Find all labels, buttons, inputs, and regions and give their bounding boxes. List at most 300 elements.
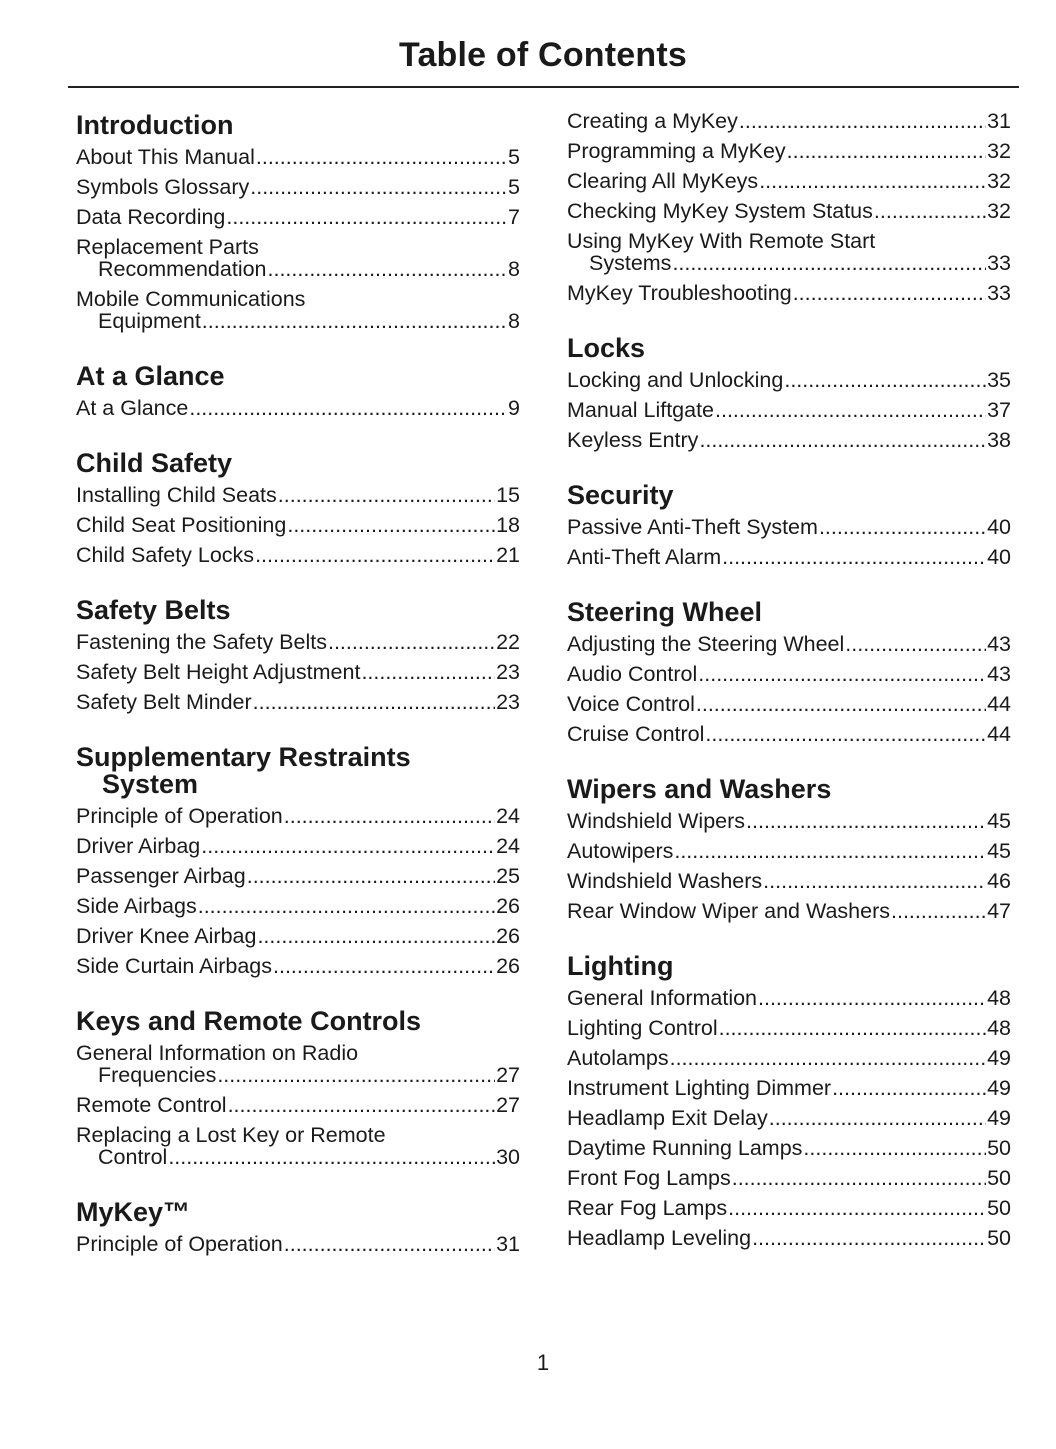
toc-entry[interactable] <box>567 226 1011 278</box>
toc-entry-line <box>76 146 520 168</box>
toc-section <box>76 1195 520 1259</box>
toc-entry-line <box>76 484 520 506</box>
toc-entry-page: 21 <box>496 543 520 567</box>
toc-entry-page: 33 <box>987 251 1011 275</box>
toc-entry[interactable] <box>567 395 1011 425</box>
title-divider <box>68 86 1019 88</box>
dot-leader <box>670 1047 986 1069</box>
toc-entry-title: Rear Window Wiper and Washers <box>567 899 891 923</box>
toc-entry-title: Rear Fog Lamps <box>567 1196 728 1220</box>
section-heading-text: MyKey™ <box>76 1197 191 1227</box>
toc-entry-title: Replacement Parts <box>76 235 259 259</box>
dot-leader <box>257 925 495 947</box>
dot-leader <box>284 805 495 827</box>
toc-entry[interactable] <box>567 1013 1011 1043</box>
toc-entry[interactable] <box>567 896 1011 926</box>
toc-section <box>567 331 1011 455</box>
section-heading-text: At a Glance <box>76 361 225 391</box>
toc-entry-line <box>567 282 1011 304</box>
dot-leader <box>202 310 507 332</box>
toc-entry-page: 7 <box>508 205 520 229</box>
toc-entry[interactable] <box>76 891 520 921</box>
section-heading <box>76 593 520 627</box>
toc-entry-page: 8 <box>508 257 520 281</box>
toc-section <box>567 595 1011 749</box>
toc-entry-title: Installing Child Seats <box>76 483 277 507</box>
dot-leader <box>803 1137 986 1159</box>
toc-entry[interactable] <box>567 1103 1011 1133</box>
toc-entry[interactable] <box>567 166 1011 196</box>
toc-entry-line <box>567 870 1011 892</box>
toc-entry-title: Autolamps <box>567 1046 669 1070</box>
dot-leader <box>715 399 986 421</box>
dot-leader <box>763 870 986 892</box>
toc-entry-title: Cruise Control <box>567 722 705 746</box>
toc-entry-line <box>76 1233 520 1255</box>
toc-entry-page: 47 <box>987 899 1011 923</box>
dot-leader <box>832 1077 986 1099</box>
dot-leader <box>253 691 495 713</box>
toc-entry[interactable] <box>76 480 520 510</box>
toc-entry-page: 31 <box>987 109 1011 133</box>
dot-leader <box>672 252 986 274</box>
dot-leader <box>189 397 507 419</box>
dot-leader <box>247 865 495 887</box>
toc-entry-title: Headlamp Exit Delay <box>567 1106 768 1130</box>
toc-entry-line <box>567 170 1011 192</box>
toc-entry-line <box>567 1197 1011 1219</box>
toc-entry-page: 43 <box>987 662 1011 686</box>
toc-entry-page: 18 <box>496 513 520 537</box>
toc-entry-title: Passive Anti-Theft System <box>567 515 818 539</box>
toc-entry-page: 40 <box>987 515 1011 539</box>
toc-entry-line <box>567 252 1011 274</box>
toc-entry-page: 22 <box>496 630 520 654</box>
dot-leader <box>696 693 986 715</box>
page-number: 1 <box>536 1350 550 1375</box>
section-heading-text: Safety Belts <box>76 595 231 625</box>
toc-column-left <box>76 108 520 1259</box>
toc-entry-line <box>567 663 1011 685</box>
toc-entry-title: Daytime Running Lamps <box>567 1136 803 1160</box>
dot-leader <box>228 1094 496 1116</box>
toc-entry-title: Remote Control <box>76 1093 227 1117</box>
dot-leader <box>793 282 986 304</box>
toc-section <box>567 949 1011 1253</box>
toc-entry-page: 50 <box>987 1136 1011 1160</box>
dot-leader <box>699 429 986 451</box>
toc-entry-line <box>567 900 1011 922</box>
toc-entry-title: Using MyKey With Remote Start <box>567 229 876 253</box>
toc-section <box>567 106 1011 308</box>
toc-entry-line <box>567 723 1011 745</box>
section-heading-text: Security <box>567 480 674 510</box>
toc-entry-page: 24 <box>496 804 520 828</box>
toc-section <box>76 108 520 336</box>
toc-entry[interactable] <box>76 172 520 202</box>
toc-entry-line <box>567 840 1011 862</box>
toc-entry-title: Child Safety Locks <box>76 543 255 567</box>
toc-section <box>567 772 1011 926</box>
toc-entry-title: Programming a MyKey <box>567 139 786 163</box>
toc-entry-title: Data Recording <box>76 205 226 229</box>
toc-entry[interactable] <box>567 196 1011 226</box>
toc-section <box>76 1004 520 1172</box>
toc-entry-line <box>76 236 520 258</box>
toc-entry[interactable] <box>76 831 520 861</box>
toc-entry[interactable] <box>76 921 520 951</box>
toc-entry-page: 23 <box>496 690 520 714</box>
toc-entry-title: Side Curtain Airbags <box>76 954 272 978</box>
toc-entry-page: 44 <box>987 722 1011 746</box>
toc-entry-page: 32 <box>987 169 1011 193</box>
dot-leader <box>255 544 495 566</box>
toc-entry[interactable] <box>76 657 520 687</box>
toc-entry-page: 49 <box>987 1076 1011 1100</box>
section-heading-text: Introduction <box>76 110 234 140</box>
page-title: Table of Contents <box>399 36 687 74</box>
toc-entry-title: Side Airbags <box>76 894 197 918</box>
toc-entry-page: 45 <box>987 809 1011 833</box>
toc-entry-line <box>567 1017 1011 1039</box>
toc-entry-line <box>76 544 520 566</box>
toc-entry-page: 26 <box>496 924 520 948</box>
dot-leader <box>198 895 495 917</box>
toc-entry[interactable] <box>76 284 520 336</box>
toc-entry-title: Passenger Airbag <box>76 864 246 888</box>
toc-entry-page: 9 <box>508 396 520 420</box>
toc-entry[interactable] <box>567 983 1011 1013</box>
toc-entry[interactable] <box>567 689 1011 719</box>
toc-entry-page: 40 <box>987 545 1011 569</box>
toc-entry[interactable] <box>567 659 1011 689</box>
toc-entry[interactable] <box>76 232 520 284</box>
dot-leader <box>217 1064 495 1086</box>
section-heading <box>76 359 520 393</box>
toc-entry[interactable] <box>567 866 1011 896</box>
toc-entry-page: 46 <box>987 869 1011 893</box>
section-heading <box>76 1195 520 1229</box>
section-heading <box>567 478 1011 512</box>
toc-entry-title: Keyless Entry <box>567 428 699 452</box>
section-heading <box>76 108 520 142</box>
toc-entry-line <box>567 1047 1011 1069</box>
toc-entry-title: Replacing a Lost Key or Remote <box>76 1123 386 1147</box>
toc-entry-line <box>76 631 520 653</box>
toc-entry-line <box>76 1146 520 1168</box>
toc-entry-title: Windshield Washers <box>567 869 763 893</box>
toc-entry-title: Creating a MyKey <box>567 109 738 133</box>
toc-entry[interactable] <box>567 425 1011 455</box>
toc-entry[interactable] <box>567 1073 1011 1103</box>
toc-entry-page: 8 <box>508 309 520 333</box>
toc-entry-title: Anti-Theft Alarm <box>567 545 722 569</box>
dot-leader <box>728 1197 986 1219</box>
dot-leader <box>891 900 986 922</box>
toc-entry-title: About This Manual <box>76 145 255 169</box>
toc-entry[interactable] <box>76 510 520 540</box>
toc-entry[interactable] <box>567 106 1011 136</box>
toc-entry-title-continuation: Equipment <box>98 309 201 333</box>
toc-entry-title: Symbols Glossary <box>76 175 250 199</box>
toc-entry-line <box>567 987 1011 1009</box>
toc-entry-page: 30 <box>496 1145 520 1169</box>
dot-leader <box>845 633 986 655</box>
toc-entry-page: 5 <box>508 145 520 169</box>
section-heading-text: Locks <box>567 333 646 363</box>
dot-leader <box>722 546 986 568</box>
toc-entry-page: 49 <box>987 1046 1011 1070</box>
toc-entry-title: MyKey Troubleshooting <box>567 281 792 305</box>
toc-entry-page: 48 <box>987 986 1011 1010</box>
toc-entry-title: Front Fog Lamps <box>567 1166 731 1190</box>
toc-entry-line <box>76 514 520 536</box>
toc-entry[interactable] <box>76 540 520 570</box>
toc-entry-line <box>76 310 520 332</box>
toc-entry[interactable] <box>567 512 1011 542</box>
dot-leader <box>168 1146 495 1168</box>
section-heading <box>76 740 520 801</box>
toc-entry-line <box>76 1042 520 1064</box>
toc-entry-line <box>567 1107 1011 1129</box>
toc-entry-title: Audio Control <box>567 662 698 686</box>
toc-entry-page: 50 <box>987 1166 1011 1190</box>
dot-leader <box>787 140 986 162</box>
section-heading-continuation: System <box>102 769 199 799</box>
toc-entry-title: Instrument Lighting Dimmer <box>567 1076 832 1100</box>
toc-entry-page: 25 <box>496 864 520 888</box>
dot-leader <box>705 723 986 745</box>
toc-entry[interactable] <box>76 1090 520 1120</box>
toc-entry-page: 5 <box>508 175 520 199</box>
dot-leader <box>250 176 507 198</box>
toc-section <box>76 740 520 981</box>
dot-leader <box>732 1167 986 1189</box>
toc-entry-line <box>76 206 520 228</box>
toc-entry-title: Clearing All MyKeys <box>567 169 759 193</box>
toc-entry-title: Principle of Operation <box>76 804 283 828</box>
toc-entry-title: General Information <box>567 986 758 1010</box>
toc-entry[interactable] <box>76 1038 520 1090</box>
section-heading-text: Wipers and Washers <box>567 774 832 804</box>
toc-entry-line <box>76 1124 520 1146</box>
toc-entry-line <box>567 1227 1011 1249</box>
dot-leader <box>784 369 986 391</box>
toc-entry-title-continuation: Recommendation <box>98 257 267 281</box>
toc-entry-line <box>567 693 1011 715</box>
toc-entry-line <box>76 397 520 419</box>
toc-entry-line <box>76 805 520 827</box>
toc-entry[interactable] <box>567 836 1011 866</box>
toc-section <box>76 593 520 717</box>
section-heading <box>567 772 1011 806</box>
dot-leader <box>759 170 986 192</box>
toc-entry-title: Checking MyKey System Status <box>567 199 873 223</box>
toc-entry[interactable] <box>76 142 520 172</box>
toc-entry-page: 38 <box>987 428 1011 452</box>
toc-entry-page: 26 <box>496 954 520 978</box>
toc-entry[interactable] <box>567 1043 1011 1073</box>
toc-entry-line <box>567 810 1011 832</box>
toc-entry[interactable] <box>567 136 1011 166</box>
toc-entry[interactable] <box>76 801 520 831</box>
toc-entry-page: 35 <box>987 368 1011 392</box>
toc-entry-line <box>76 955 520 977</box>
toc-entry-title: Headlamp Leveling <box>567 1226 752 1250</box>
section-heading <box>567 949 1011 983</box>
toc-entry[interactable] <box>76 627 520 657</box>
toc-entry-title-continuation: Systems <box>589 251 672 275</box>
toc-entry-title: Locking and Unlocking <box>567 368 784 392</box>
toc-entry[interactable] <box>567 1163 1011 1193</box>
dot-leader <box>819 516 986 538</box>
toc-entry-page: 49 <box>987 1106 1011 1130</box>
toc-entry-line <box>76 1064 520 1086</box>
section-heading-text: Steering Wheel <box>567 597 763 627</box>
toc-entry-title: Child Seat Positioning <box>76 513 287 537</box>
dot-leader <box>256 146 507 168</box>
toc-entry[interactable] <box>567 542 1011 572</box>
toc-entry-title: Driver Knee Airbag <box>76 924 257 948</box>
toc-entry[interactable] <box>567 719 1011 749</box>
section-heading <box>567 595 1011 629</box>
dot-leader <box>201 835 495 857</box>
toc-entry-title: Manual Liftgate <box>567 398 715 422</box>
toc-entry-line <box>76 895 520 917</box>
toc-entry[interactable] <box>567 1193 1011 1223</box>
toc-entry-page: 24 <box>496 834 520 858</box>
toc-section <box>567 478 1011 572</box>
toc-entry-page: 32 <box>987 199 1011 223</box>
toc-entry-line <box>76 288 520 310</box>
toc-entry-line <box>567 1077 1011 1099</box>
toc-entry-title-continuation: Control <box>98 1145 168 1169</box>
toc-entry-line <box>76 258 520 280</box>
toc-entry-title: At a Glance <box>76 396 189 420</box>
section-heading <box>567 331 1011 365</box>
toc-entry-page: 27 <box>496 1093 520 1117</box>
toc-entry-title: Voice Control <box>567 692 695 716</box>
toc-entry[interactable] <box>567 278 1011 308</box>
toc-entry-line <box>76 661 520 683</box>
toc-entry[interactable] <box>567 806 1011 836</box>
toc-entry-line <box>567 429 1011 451</box>
toc-entry-title: Safety Belt Minder <box>76 690 252 714</box>
toc-entry-page: 43 <box>987 632 1011 656</box>
toc-entry-page: 37 <box>987 398 1011 422</box>
toc-entry[interactable] <box>76 1229 520 1259</box>
section-heading-text: Keys and Remote Controls <box>76 1006 422 1036</box>
toc-entry-line <box>567 200 1011 222</box>
toc-entry-line <box>567 399 1011 421</box>
toc-entry[interactable] <box>76 951 520 981</box>
toc-entry-title: Mobile Communications <box>76 287 306 311</box>
toc-entry[interactable] <box>567 1133 1011 1163</box>
dot-leader <box>874 200 986 222</box>
dot-leader <box>278 484 495 506</box>
toc-entry-line <box>76 835 520 857</box>
toc-entry-title: Adjusting the Steering Wheel <box>567 632 845 656</box>
toc-entry-line <box>76 176 520 198</box>
toc-entry-page: 27 <box>496 1063 520 1087</box>
toc-entry[interactable] <box>76 687 520 717</box>
toc-entry[interactable] <box>567 1223 1011 1253</box>
toc-entry-page: 48 <box>987 1016 1011 1040</box>
toc-entry-line <box>567 1167 1011 1189</box>
toc-entry[interactable] <box>567 629 1011 659</box>
toc-entry[interactable] <box>76 861 520 891</box>
toc-entry-page: 23 <box>496 660 520 684</box>
dot-leader <box>698 663 986 685</box>
toc-entry-title: General Information on Radio <box>76 1041 359 1065</box>
toc-entry-line <box>567 1137 1011 1159</box>
section-heading-text: Supplementary Restraints <box>76 742 411 772</box>
dot-leader <box>752 1227 986 1249</box>
dot-leader <box>758 987 986 1009</box>
toc-entry-page: 45 <box>987 839 1011 863</box>
dot-leader <box>287 514 495 536</box>
toc-entry-page: 15 <box>496 483 520 507</box>
toc-entry-line <box>567 110 1011 132</box>
dot-leader <box>769 1107 986 1129</box>
dot-leader <box>674 840 986 862</box>
toc-entry-line <box>76 925 520 947</box>
toc-entry-page: 50 <box>987 1196 1011 1220</box>
toc-entry-page: 44 <box>987 692 1011 716</box>
dot-leader <box>273 955 495 977</box>
toc-entry-line <box>567 633 1011 655</box>
toc-section <box>76 446 520 570</box>
toc-entry-line <box>76 865 520 887</box>
toc-section <box>76 359 520 423</box>
toc-entry-title: Safety Belt Height Adjustment <box>76 660 361 684</box>
toc-entry[interactable] <box>76 1120 520 1172</box>
toc-entry-page: 33 <box>987 281 1011 305</box>
toc-entry-page: 50 <box>987 1226 1011 1250</box>
toc-entry-title: Driver Airbag <box>76 834 201 858</box>
dot-leader <box>719 1017 986 1039</box>
toc-entry-page: 26 <box>496 894 520 918</box>
toc-entry-line <box>76 1094 520 1116</box>
dot-leader <box>268 258 508 280</box>
toc-entry-line <box>567 230 1011 252</box>
toc-column-right <box>567 106 1011 1253</box>
section-heading-text: Child Safety <box>76 448 233 478</box>
toc-entry-title-continuation: Frequencies <box>98 1063 217 1087</box>
dot-leader <box>284 1233 495 1255</box>
section-heading <box>76 1004 520 1038</box>
toc-entry-title: Principle of Operation <box>76 1232 283 1256</box>
section-heading-text: Lighting <box>567 951 674 981</box>
dot-leader <box>328 631 495 653</box>
dot-leader <box>746 810 986 832</box>
toc-entry-line <box>567 516 1011 538</box>
toc-entry-line <box>567 369 1011 391</box>
dot-leader <box>226 206 507 228</box>
section-heading <box>76 446 520 480</box>
toc-entry-line <box>567 140 1011 162</box>
toc-entry[interactable] <box>76 202 520 232</box>
toc-entry-title: Windshield Wipers <box>567 809 746 833</box>
toc-entry-page: 31 <box>496 1232 520 1256</box>
toc-entry-title: Lighting Control <box>567 1016 718 1040</box>
toc-entry[interactable] <box>567 365 1011 395</box>
dot-leader <box>361 661 495 683</box>
toc-entry-page: 32 <box>987 139 1011 163</box>
toc-entry-title: Autowipers <box>567 839 674 863</box>
toc-entry-line <box>76 691 520 713</box>
toc-entry[interactable] <box>76 393 520 423</box>
